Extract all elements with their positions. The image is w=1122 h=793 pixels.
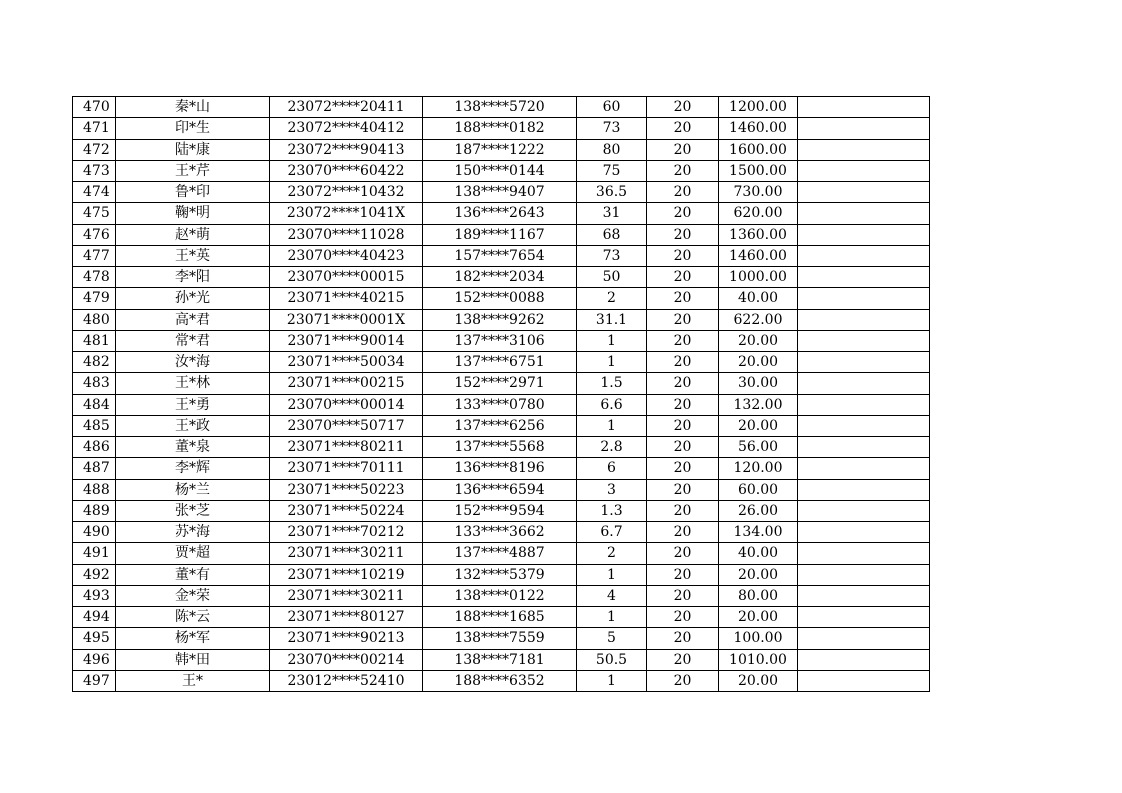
unit-price-cell: 20 [647,160,719,181]
amount-cell: 622.00 [719,309,798,330]
name-cell: 韩*田 [116,649,270,670]
id-number-cell: 23071****0001X [270,309,423,330]
table-row [73,564,930,585]
amount-cell: 134.00 [719,522,798,543]
table-row [73,585,930,606]
unit-price-cell: 20 [647,522,719,543]
unit-price-cell: 20 [647,267,719,288]
row-number-cell: 484 [73,394,116,415]
table-row [73,118,930,139]
amount-cell: 80.00 [719,585,798,606]
remarks-cell [798,458,930,479]
table-row [73,224,930,245]
amount-cell: 730.00 [719,182,798,203]
table-row [73,373,930,394]
unit-price-cell: 20 [647,607,719,628]
name-cell: 王*英 [116,245,270,266]
amount-cell: 20.00 [719,564,798,585]
unit-price-cell: 20 [647,97,719,118]
row-number-cell: 475 [73,203,116,224]
name-cell: 杨*军 [116,628,270,649]
id-number-cell: 23012****52410 [270,670,423,691]
row-number-cell: 479 [73,288,116,309]
id-number-cell: 23071****00215 [270,373,423,394]
amount-cell: 30.00 [719,373,798,394]
row-number-cell: 496 [73,649,116,670]
amount-cell: 1460.00 [719,118,798,139]
amount-cell: 1000.00 [719,267,798,288]
phone-cell: 150****0144 [423,160,577,181]
phone-cell: 137****6256 [423,415,577,436]
table-row [73,649,930,670]
amount-cell: 26.00 [719,500,798,521]
amount-cell: 100.00 [719,628,798,649]
unit-price-cell: 20 [647,564,719,585]
id-number-cell: 23071****80127 [270,607,423,628]
name-cell: 赵*萌 [116,224,270,245]
remarks-cell [798,607,930,628]
remarks-cell [798,309,930,330]
table-row [73,309,930,330]
phone-cell: 152****9594 [423,500,577,521]
id-number-cell: 23070****00014 [270,394,423,415]
data-table [72,96,930,692]
table-row [73,139,930,160]
remarks-cell [798,585,930,606]
id-number-cell: 23070****50717 [270,415,423,436]
id-number-cell: 23072****40412 [270,118,423,139]
remarks-cell [798,203,930,224]
row-number-cell: 472 [73,139,116,160]
amount-cell: 132.00 [719,394,798,415]
quantity-cell: 31.1 [577,309,647,330]
phone-cell: 138****7559 [423,628,577,649]
quantity-cell: 73 [577,245,647,266]
table-row [73,415,930,436]
quantity-cell: 36.5 [577,182,647,203]
quantity-cell: 1.3 [577,500,647,521]
id-number-cell: 23072****10432 [270,182,423,203]
quantity-cell: 3 [577,479,647,500]
table-row [73,543,930,564]
name-cell: 陈*云 [116,607,270,628]
remarks-cell [798,479,930,500]
amount-cell: 40.00 [719,288,798,309]
name-cell: 李*阳 [116,267,270,288]
phone-cell: 188****6352 [423,670,577,691]
quantity-cell: 31 [577,203,647,224]
row-number-cell: 473 [73,160,116,181]
remarks-cell [798,352,930,373]
unit-price-cell: 20 [647,309,719,330]
quantity-cell: 2 [577,543,647,564]
phone-cell: 136****8196 [423,458,577,479]
row-number-cell: 486 [73,437,116,458]
phone-cell: 137****3106 [423,330,577,351]
remarks-cell [798,628,930,649]
amount-cell: 20.00 [719,670,798,691]
name-cell: 鞠*明 [116,203,270,224]
amount-cell: 620.00 [719,203,798,224]
remarks-cell [798,330,930,351]
quantity-cell: 1 [577,564,647,585]
remarks-cell [798,649,930,670]
id-number-cell: 23071****90014 [270,330,423,351]
unit-price-cell: 20 [647,649,719,670]
name-cell: 王* [116,670,270,691]
quantity-cell: 4 [577,585,647,606]
amount-cell: 60.00 [719,479,798,500]
phone-cell: 138****9262 [423,309,577,330]
phone-cell: 138****0122 [423,585,577,606]
quantity-cell: 68 [577,224,647,245]
name-cell: 苏*海 [116,522,270,543]
phone-cell: 136****2643 [423,203,577,224]
phone-cell: 138****5720 [423,97,577,118]
amount-cell: 1600.00 [719,139,798,160]
name-cell: 孙*光 [116,288,270,309]
id-number-cell: 23070****00015 [270,267,423,288]
row-number-cell: 487 [73,458,116,479]
unit-price-cell: 20 [647,670,719,691]
unit-price-cell: 20 [647,585,719,606]
amount-cell: 40.00 [719,543,798,564]
id-number-cell: 23071****50223 [270,479,423,500]
phone-cell: 133****3662 [423,522,577,543]
unit-price-cell: 20 [647,373,719,394]
remarks-cell [798,500,930,521]
row-number-cell: 481 [73,330,116,351]
id-number-cell: 23071****10219 [270,564,423,585]
name-cell: 汝*海 [116,352,270,373]
table-row [73,437,930,458]
row-number-cell: 478 [73,267,116,288]
name-cell: 董*有 [116,564,270,585]
quantity-cell: 80 [577,139,647,160]
quantity-cell: 6.7 [577,522,647,543]
unit-price-cell: 20 [647,118,719,139]
phone-cell: 182****2034 [423,267,577,288]
name-cell: 金*荣 [116,585,270,606]
phone-cell: 137****6751 [423,352,577,373]
name-cell: 常*君 [116,330,270,351]
remarks-cell [798,522,930,543]
row-number-cell: 497 [73,670,116,691]
quantity-cell: 6 [577,458,647,479]
quantity-cell: 1 [577,330,647,351]
unit-price-cell: 20 [647,628,719,649]
name-cell: 陆*康 [116,139,270,160]
phone-cell: 132****5379 [423,564,577,585]
phone-cell: 138****9407 [423,182,577,203]
name-cell: 高*君 [116,309,270,330]
remarks-cell [798,182,930,203]
phone-cell: 152****2971 [423,373,577,394]
remarks-cell [798,415,930,436]
phone-cell: 189****1167 [423,224,577,245]
remarks-cell [798,437,930,458]
unit-price-cell: 20 [647,543,719,564]
quantity-cell: 1 [577,670,647,691]
row-number-cell: 476 [73,224,116,245]
amount-cell: 1200.00 [719,97,798,118]
row-number-cell: 490 [73,522,116,543]
quantity-cell: 1 [577,607,647,628]
id-number-cell: 23071****70212 [270,522,423,543]
table-row [73,628,930,649]
remarks-cell [798,97,930,118]
quantity-cell: 50.5 [577,649,647,670]
table-row [73,458,930,479]
phone-cell: 138****7181 [423,649,577,670]
name-cell: 张*芝 [116,500,270,521]
id-number-cell: 23071****30211 [270,543,423,564]
id-number-cell: 23071****30211 [270,585,423,606]
phone-cell: 187****1222 [423,139,577,160]
remarks-cell [798,543,930,564]
table-row [73,203,930,224]
table-row [73,670,930,691]
table-row [73,522,930,543]
table-row [73,97,930,118]
name-cell: 鲁*印 [116,182,270,203]
phone-cell: 133****0780 [423,394,577,415]
table-row [73,245,930,266]
table-body [73,97,930,692]
remarks-cell [798,288,930,309]
unit-price-cell: 20 [647,139,719,160]
row-number-cell: 489 [73,500,116,521]
quantity-cell: 5 [577,628,647,649]
amount-cell: 120.00 [719,458,798,479]
row-number-cell: 483 [73,373,116,394]
table-row [73,267,930,288]
name-cell: 王*林 [116,373,270,394]
id-number-cell: 23071****40215 [270,288,423,309]
name-cell: 李*辉 [116,458,270,479]
table-row [73,330,930,351]
quantity-cell: 1.5 [577,373,647,394]
table-row [73,160,930,181]
name-cell: 印*生 [116,118,270,139]
remarks-cell [798,118,930,139]
quantity-cell: 50 [577,267,647,288]
phone-cell: 136****6594 [423,479,577,500]
phone-cell: 137****4887 [423,543,577,564]
remarks-cell [798,394,930,415]
remarks-cell [798,224,930,245]
phone-cell: 188****0182 [423,118,577,139]
unit-price-cell: 20 [647,224,719,245]
table-row [73,352,930,373]
amount-cell: 20.00 [719,352,798,373]
id-number-cell: 23072****20411 [270,97,423,118]
id-number-cell: 23071****80211 [270,437,423,458]
phone-cell: 137****5568 [423,437,577,458]
unit-price-cell: 20 [647,203,719,224]
id-number-cell: 23071****90213 [270,628,423,649]
quantity-cell: 1 [577,352,647,373]
name-cell: 王*勇 [116,394,270,415]
row-number-cell: 482 [73,352,116,373]
row-number-cell: 493 [73,585,116,606]
row-number-cell: 488 [73,479,116,500]
table-row [73,288,930,309]
id-number-cell: 23071****50224 [270,500,423,521]
name-cell: 王*芹 [116,160,270,181]
unit-price-cell: 20 [647,245,719,266]
table-row [73,500,930,521]
amount-cell: 1010.00 [719,649,798,670]
id-number-cell: 23071****50034 [270,352,423,373]
quantity-cell: 75 [577,160,647,181]
unit-price-cell: 20 [647,288,719,309]
remarks-cell [798,564,930,585]
row-number-cell: 495 [73,628,116,649]
id-number-cell: 23070****60422 [270,160,423,181]
quantity-cell: 2.8 [577,437,647,458]
row-number-cell: 492 [73,564,116,585]
unit-price-cell: 20 [647,182,719,203]
quantity-cell: 73 [577,118,647,139]
unit-price-cell: 20 [647,479,719,500]
table-row [73,394,930,415]
row-number-cell: 470 [73,97,116,118]
id-number-cell: 23072****1041X [270,203,423,224]
table-row [73,479,930,500]
remarks-cell [798,139,930,160]
remarks-cell [798,245,930,266]
amount-cell: 1360.00 [719,224,798,245]
unit-price-cell: 20 [647,458,719,479]
name-cell: 王*政 [116,415,270,436]
row-number-cell: 477 [73,245,116,266]
id-number-cell: 23070****11028 [270,224,423,245]
table-row [73,182,930,203]
quantity-cell: 2 [577,288,647,309]
phone-cell: 157****7654 [423,245,577,266]
row-number-cell: 485 [73,415,116,436]
name-cell: 董*泉 [116,437,270,458]
row-number-cell: 474 [73,182,116,203]
unit-price-cell: 20 [647,352,719,373]
amount-cell: 20.00 [719,330,798,351]
unit-price-cell: 20 [647,394,719,415]
name-cell: 杨*兰 [116,479,270,500]
phone-cell: 152****0088 [423,288,577,309]
table-row [73,607,930,628]
unit-price-cell: 20 [647,330,719,351]
amount-cell: 1460.00 [719,245,798,266]
row-number-cell: 494 [73,607,116,628]
amount-cell: 56.00 [719,437,798,458]
id-number-cell: 23070****40423 [270,245,423,266]
quantity-cell: 1 [577,415,647,436]
unit-price-cell: 20 [647,415,719,436]
name-cell: 秦*山 [116,97,270,118]
id-number-cell: 23072****90413 [270,139,423,160]
remarks-cell [798,670,930,691]
row-number-cell: 471 [73,118,116,139]
row-number-cell: 491 [73,543,116,564]
quantity-cell: 60 [577,97,647,118]
amount-cell: 20.00 [719,607,798,628]
remarks-cell [798,373,930,394]
unit-price-cell: 20 [647,500,719,521]
remarks-cell [798,160,930,181]
row-number-cell: 480 [73,309,116,330]
amount-cell: 20.00 [719,415,798,436]
id-number-cell: 23070****00214 [270,649,423,670]
phone-cell: 188****1685 [423,607,577,628]
amount-cell: 1500.00 [719,160,798,181]
quantity-cell: 6.6 [577,394,647,415]
id-number-cell: 23071****70111 [270,458,423,479]
remarks-cell [798,267,930,288]
unit-price-cell: 20 [647,437,719,458]
name-cell: 贾*超 [116,543,270,564]
